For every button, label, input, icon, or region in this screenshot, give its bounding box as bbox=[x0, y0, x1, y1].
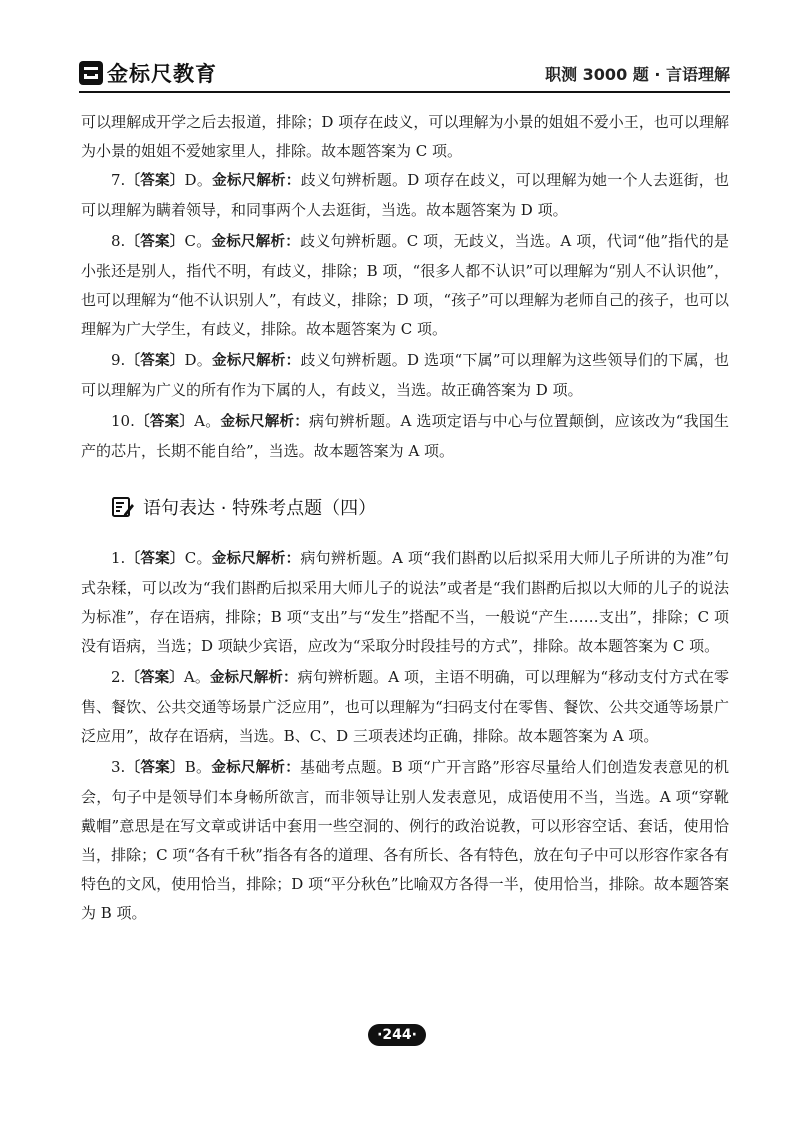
answer-item bbox=[81, 407, 729, 466]
answer-item bbox=[81, 544, 729, 661]
answer-letter: B。 bbox=[184, 758, 212, 776]
page-header bbox=[79, 58, 730, 88]
analysis-text: 病句辨析题。A 选项定语与中心与位置颠倒，应该改为“我国生产的芯片，长期不能自给”，当选。故本题答案为 A 项。 bbox=[81, 412, 730, 460]
item-number: 2. bbox=[111, 668, 126, 686]
answer-letter: D。 bbox=[184, 351, 212, 369]
answer-item bbox=[81, 166, 729, 225]
answer-letter: C。 bbox=[184, 232, 212, 250]
analysis-label: 金标尺解析： bbox=[211, 760, 300, 776]
answer-label: 〔答案〕 bbox=[125, 173, 185, 189]
item-number: 8. bbox=[111, 232, 126, 250]
analysis-text: 病句辨析题。A 项“我们斟酌以后拟采用大师儿子所讲的为准”句式杂糅，可以改为“我们斟酌后拟采用大师儿子的说法”或者是“我们斟酌后拟以大师的儿子的说法为标准”，存在语病，排除；B 项“支出”与“发生”搭配不当，一般说“产生……支出”，排除；C 项没有语病，当选；D 项缺少宾语，应改为“采取分时段挂号的方式”，排除。故本题答案为 C 项。 bbox=[81, 549, 729, 655]
answer-list-b bbox=[81, 544, 729, 928]
item-number: 7. bbox=[111, 171, 126, 189]
continuation-paragraph: 可以理解成开学之后去报道，排除；D 项存在歧义，可以理解为小景的姐姐不爱小王，也可以理解为小景的姐姐不爱她家里人，排除。故本题答案为 C 项。 bbox=[81, 113, 729, 160]
book-title: 职测 3000 题 · 言语理解 bbox=[545, 65, 730, 84]
section-heading bbox=[111, 494, 729, 520]
analysis-text: 歧义句辨析题。D 项存在歧义，可以理解为她一个人去逛街，也可以理解为瞒着领导，和同事两个人去逛街，当选。故本题答案为 D 项。 bbox=[81, 171, 730, 219]
header-divider bbox=[79, 91, 730, 93]
brand-logo bbox=[79, 58, 217, 88]
page-number: ·244· bbox=[368, 1024, 426, 1046]
analysis-label: 金标尺解析： bbox=[211, 353, 301, 369]
item-number: 10. bbox=[111, 412, 135, 430]
page-body bbox=[81, 108, 729, 928]
answer-item bbox=[81, 753, 729, 928]
brand-logo-text: 金标尺教育 bbox=[107, 62, 217, 86]
section-title: 语句表达 · 特殊考点题（四） bbox=[143, 498, 377, 519]
analysis-text: 歧义句辨析题。D 选项“下属”可以理解为这些领导们的下属，也可以理解为广义的所有作为下属的人，有歧义，当选。故正确答案为 D 项。 bbox=[81, 351, 730, 399]
answer-letter: A。 bbox=[183, 668, 210, 686]
brand-logo-icon bbox=[79, 61, 103, 85]
analysis-label: 金标尺解析： bbox=[209, 670, 298, 686]
item-number: 9. bbox=[111, 351, 126, 369]
answer-label: 〔答案〕 bbox=[134, 414, 195, 430]
analysis-text: 基础考点题。B 项“广开言路”形容尽量给人们创造发表意见的机会，句子中是领导们本身畅所欲言，而非领导让别人发表意见，成语使用不当，当选。A 项“穿靴戴帽”意思是在写文章或讲话中套用一些空洞的、例行的政治说教，可以形容空话、套话，使用恰当，排除；C 项“各有千秋”指各有各的道理、各有所长、各有特色，放在句子中可以形容作家各有特色的文风，使用恰当，排除；D 项“平分秋色”比喻双方各得一半，使用恰当，排除。故本题答案为 B 项。 bbox=[81, 758, 729, 922]
analysis-label: 金标尺解析： bbox=[211, 234, 300, 250]
analysis-label: 金标尺解析： bbox=[211, 551, 301, 567]
analysis-text: 病句辨析题。A 项，主语不明确，可以理解为“移动支付方式在零售、餐饮、公共交通等场景广泛应用”，也可以理解为“扫码支付在零售、餐饮、公共交通等场景广泛应用”，故存在语病，当选。B、C、D 三项表述均正确，排除。故本题答案为 A 项。 bbox=[81, 668, 729, 745]
analysis-label: 金标尺解析： bbox=[212, 173, 301, 189]
answer-item bbox=[81, 663, 729, 751]
answer-item bbox=[81, 227, 729, 344]
answer-label: 〔答案〕 bbox=[125, 353, 185, 369]
answer-label: 〔答案〕 bbox=[125, 551, 185, 567]
answer-item bbox=[81, 346, 729, 405]
analysis-label: 金标尺解析： bbox=[220, 414, 309, 430]
item-number: 1. bbox=[111, 549, 126, 567]
answer-letter: D。 bbox=[184, 171, 213, 189]
answer-letter: A。 bbox=[194, 412, 221, 430]
edit-note-icon bbox=[111, 495, 135, 519]
analysis-text: 歧义句辨析题。C 项，无歧义，当选。A 项，代词“他”指代的是小张还是别人，指代不明，有歧义，排除；B 项，“很多人都不认识”可以理解为“别人不认识他”，也可以理解为“他不认识别人”，有歧义，排除；D 项，“孩子”可以理解为老师自己的孩子，也可以理解为广大学生，有歧义，排除。故本题答案为 C 项。 bbox=[81, 232, 730, 338]
answer-label: 〔答案〕 bbox=[125, 670, 184, 686]
answer-letter: C。 bbox=[184, 549, 212, 567]
answer-list-a bbox=[81, 166, 729, 466]
answer-label: 〔答案〕 bbox=[125, 234, 185, 250]
item-number: 3. bbox=[111, 758, 126, 776]
answer-label: 〔答案〕 bbox=[125, 760, 185, 776]
